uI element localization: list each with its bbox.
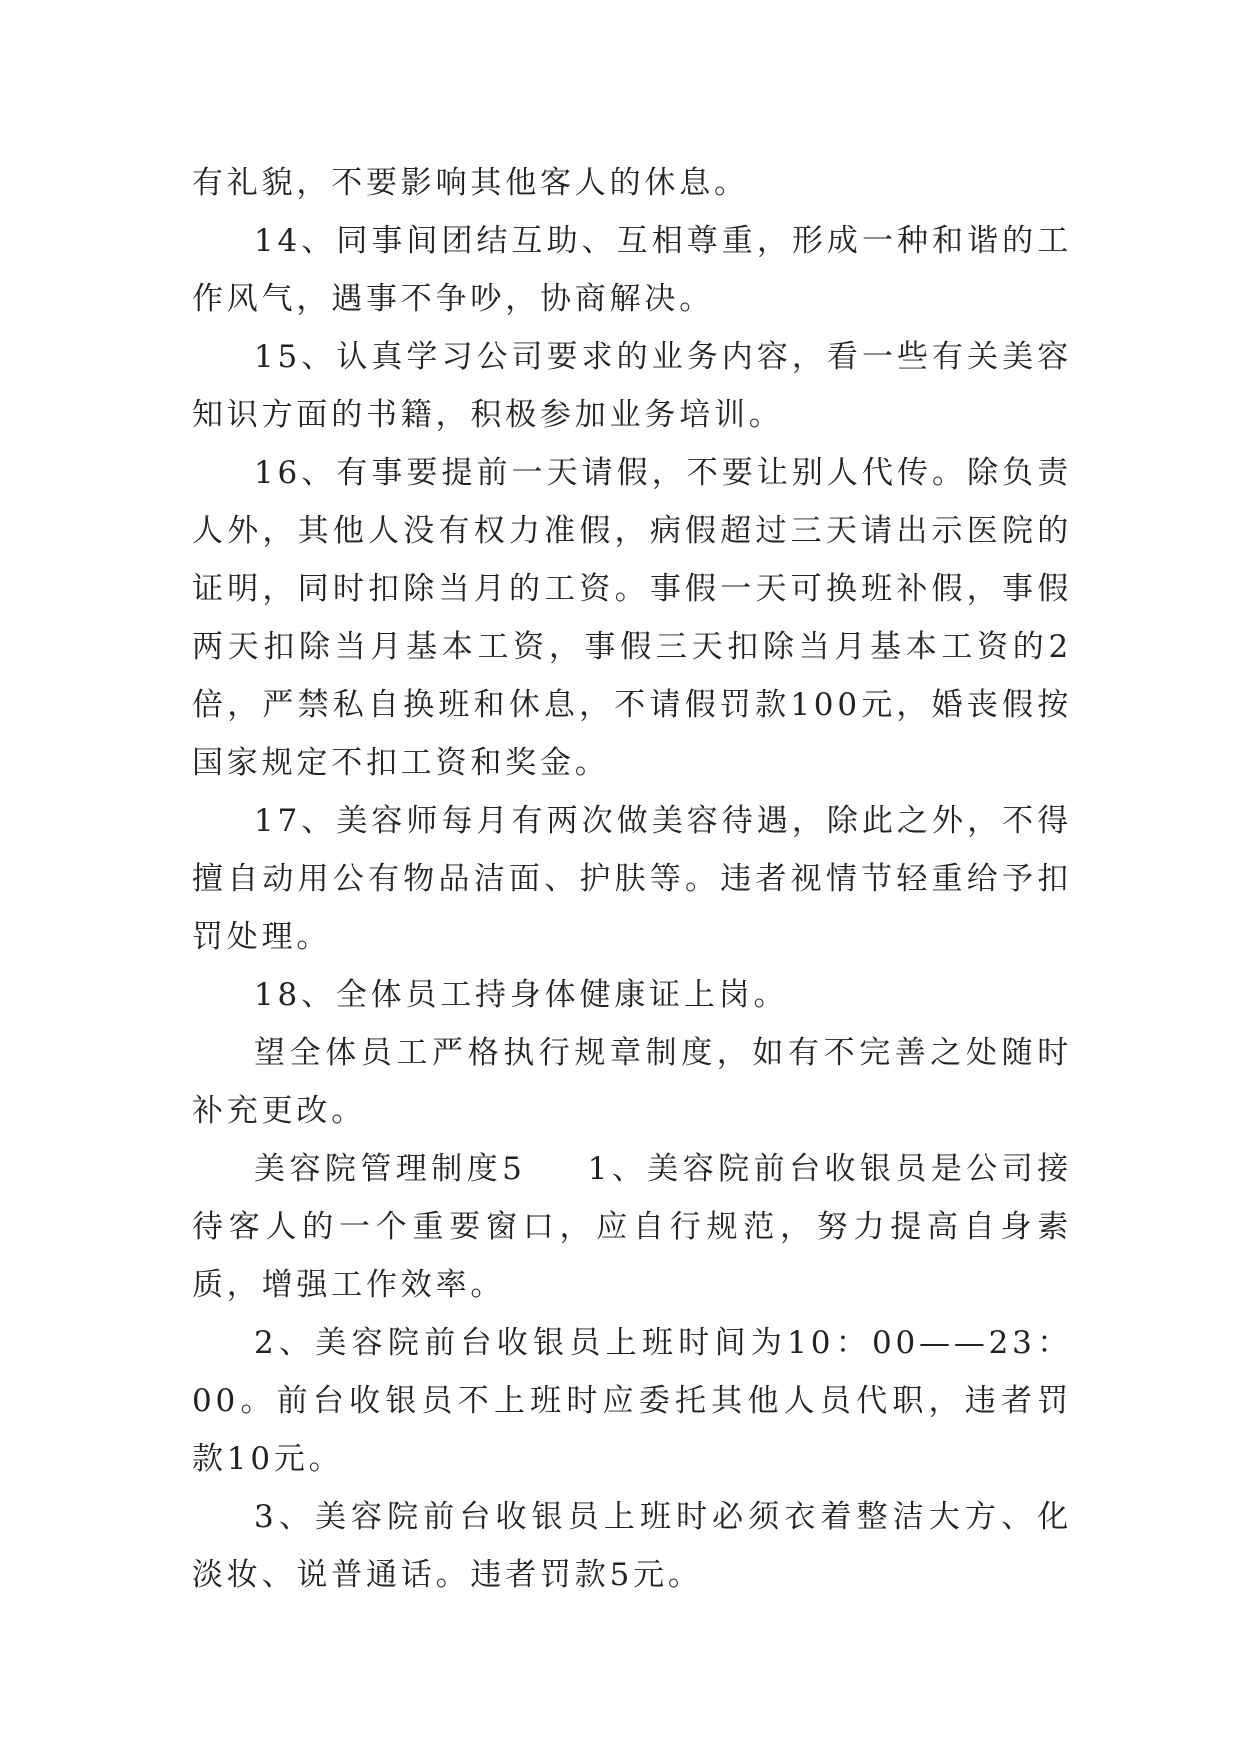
paragraph-section-5 xyxy=(192,1140,1072,1314)
paragraph-rule-17: 17、美容师每月有两次做美容待遇，除此之外，不得擅自动用公有物品洁面、护肤等。违者视情节轻重给予扣罚处理。 xyxy=(192,803,1072,955)
document-body xyxy=(192,154,1072,1604)
section-title: 美容院管理制度5 xyxy=(254,1151,526,1187)
paragraph-continuation: 有礼貌，不要影响其他客人的休息。 xyxy=(192,165,749,201)
paragraph-rule-15: 15、认真学习公司要求的业务内容，看一些有关美容知识方面的书籍，积极参加业务培训。 xyxy=(192,339,1072,433)
paragraph-item-2: 2、美容院前台收银员上班时间为10：00——23：00。前台收银员不上班时应委托其他人员代职，违者罚款10元。 xyxy=(192,1325,1072,1477)
paragraph-rule-18: 18、全体员工持身体健康证上岗。 xyxy=(254,977,789,1013)
section-5-item-1: 1、美容院前台收银员是公司接待客人的一个重要窗口，应自行规范，努力提高自身素质，增强工作效率。 xyxy=(192,1151,1072,1303)
paragraph-item-3: 3、美容院前台收银员上班时必须衣着整洁大方、化淡妆、说普通话。违者罚款5元。 xyxy=(192,1499,1072,1593)
paragraph-closing: 望全体员工严格执行规章制度，如有不完善之处随时补充更改。 xyxy=(192,1035,1072,1129)
paragraph-rule-14: 14、同事间团结互助、互相尊重，形成一种和谐的工作风气，遇事不争吵，协商解决。 xyxy=(192,223,1072,317)
paragraph-rule-16: 16、有事要提前一天请假，不要让别人代传。除负责人外，其他人没有权力准假，病假超过三天请出示医院的证明，同时扣除当月的工资。事假一天可换班补假，事假两天扣除当月基本工资，事假三天扣除当月基本工资的2倍，严禁私自换班和休息，不请假罚款100元，婚丧假按国家规定不扣工资和奖金。 xyxy=(192,455,1072,781)
